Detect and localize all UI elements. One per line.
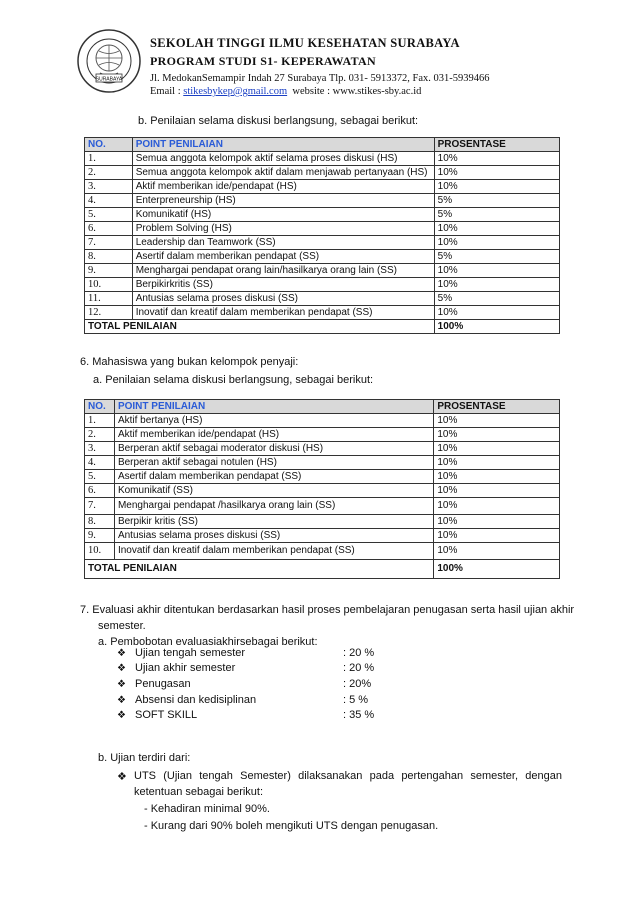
table-row <box>85 456 560 470</box>
table-row <box>85 250 560 264</box>
row-point: Inovatif dan kreatif dalam memberikan pendapat (SS) <box>114 543 433 560</box>
row-percentage: 10% <box>434 166 559 180</box>
weight-item <box>117 662 375 674</box>
assessment-table-non-presenter <box>84 399 560 579</box>
table-row <box>85 152 560 166</box>
weight-item <box>117 709 375 721</box>
row-number: 4. <box>85 194 133 208</box>
total-label: TOTAL PENILAIAN <box>85 320 435 334</box>
letterhead-text <box>150 36 490 97</box>
weight-item <box>117 694 369 706</box>
total-value: 100% <box>434 560 560 579</box>
row-number: 9. <box>85 264 133 278</box>
diamond-bullet-icon: ❖ <box>117 695 126 706</box>
row-percentage: 10% <box>434 529 560 543</box>
row-point: Inovatif dan kreatif dalam memberikan pendapat (SS) <box>132 306 434 320</box>
row-number: 10. <box>85 543 115 560</box>
weight-value: : 5 % <box>343 694 369 706</box>
table-row <box>85 470 560 484</box>
email-link[interactable]: stikesbykep@gmail.com <box>183 86 288 97</box>
row-point: Leadership dan Teamwork (SS) <box>132 236 434 250</box>
row-percentage: 10% <box>434 456 560 470</box>
letterhead <box>62 28 582 98</box>
table-row <box>85 529 560 543</box>
row-percentage: 5% <box>434 208 559 222</box>
row-number: 6. <box>85 222 133 236</box>
row-point: Aktif bertanya (HS) <box>114 414 433 428</box>
row-number: 7. <box>85 498 115 515</box>
row-point: Aktif memberikan ide/pendapat (HS) <box>114 428 433 442</box>
section-b-intro: b. Penilaian selama diskusi berlangsung, sebagai berikut: <box>138 115 419 127</box>
program-name: PROGRAM STUDI S1- KEPERAWATAN <box>150 54 376 68</box>
row-point: Semua anggota kelompok aktif selama proses diskusi (HS) <box>132 152 434 166</box>
row-number: 5. <box>85 208 133 222</box>
row-point: Berperan aktif sebagai notulen (HS) <box>114 456 433 470</box>
row-number: 1. <box>85 414 115 428</box>
table-row <box>85 278 560 292</box>
table-row <box>85 306 560 320</box>
row-percentage: 10% <box>434 543 560 560</box>
weight-value: : 20 % <box>343 647 375 659</box>
table-header-row <box>85 400 560 414</box>
row-number: 8. <box>85 250 133 264</box>
row-point: Aktif memberikan ide/pendapat (HS) <box>132 180 434 194</box>
diamond-bullet-icon: ❖ <box>117 648 126 659</box>
email-label: Email : <box>150 86 181 97</box>
row-point: Komunikatif (SS) <box>114 484 433 498</box>
website: website : www.stikes-sby.ac.id <box>292 86 422 97</box>
table-row <box>85 414 560 428</box>
table-row <box>85 264 560 278</box>
row-percentage: 10% <box>434 484 560 498</box>
row-number: 1. <box>85 152 133 166</box>
row-percentage: 10% <box>434 515 560 529</box>
weight-value: : 20% <box>343 678 372 690</box>
row-percentage: 10% <box>434 428 560 442</box>
row-number: 9. <box>85 529 115 543</box>
row-point: Semua anggota kelompok aktif dalam menjawab pertanyaan (HS) <box>132 166 434 180</box>
weight-label: Ujian tengah semester <box>135 647 246 659</box>
assessment-table-presenter <box>84 137 560 334</box>
contact-line <box>150 86 490 97</box>
header-no: NO. <box>85 138 133 152</box>
total-row <box>85 560 560 579</box>
table-row <box>85 543 560 560</box>
row-point: Berpikirkritis (SS) <box>132 278 434 292</box>
row-point: Problem Solving (HS) <box>132 222 434 236</box>
row-point: Menghargai pendapat orang lain/hasilkarya orang lain (SS) <box>132 264 434 278</box>
item-7a: a. Pembobotan evaluasiakhirsebagai berikut: <box>98 636 318 648</box>
table-row <box>85 292 560 306</box>
item-7-line1: 7. Evaluasi akhir ditentukan berdasarkan hasil proses pembelajaran penugasan serta hasil ujian akhir <box>80 604 575 616</box>
row-percentage: 5% <box>434 194 559 208</box>
weight-value: : 20 % <box>343 662 375 674</box>
table-row <box>85 442 560 456</box>
row-percentage: 10% <box>434 264 559 278</box>
row-number: 10. <box>85 278 133 292</box>
row-number: 11. <box>85 292 133 306</box>
item-6a: a. Penilaian selama diskusi berlangsung, sebagai berikut: <box>93 374 374 386</box>
table-header-row <box>85 138 560 152</box>
row-percentage: 10% <box>434 222 559 236</box>
weight-label: Absensi dan kedisiplinan <box>135 694 257 706</box>
header-no: NO. <box>85 400 115 414</box>
row-number: 3. <box>85 442 115 456</box>
header-point: POINT PENILAIAN <box>132 138 434 152</box>
row-number: 8. <box>85 515 115 529</box>
row-number: 7. <box>85 236 133 250</box>
row-number: 2. <box>85 166 133 180</box>
table-row <box>85 194 560 208</box>
row-number: 4. <box>85 456 115 470</box>
uts-condition-1: - Kehadiran minimal 90%. <box>144 803 270 815</box>
uts-bullet-icon: ❖ <box>117 771 127 783</box>
table-row <box>85 180 560 194</box>
row-number: 2. <box>85 428 115 442</box>
weight-value: : 35 % <box>343 709 375 721</box>
row-point: Berperan aktif sebagai moderator diskusi (HS) <box>114 442 433 456</box>
item-6-heading: 6. Mahasiswa yang bukan kelompok penyaji: <box>80 356 299 368</box>
logo-text: SURABAYA <box>95 76 123 83</box>
row-number: 6. <box>85 484 115 498</box>
row-percentage: 10% <box>434 414 560 428</box>
row-percentage: 10% <box>434 180 559 194</box>
diamond-bullet-icon: ❖ <box>117 710 126 721</box>
uts-condition-2: - Kurang dari 90% boleh mengikuti UTS dengan penugasan. <box>144 820 439 832</box>
table-row <box>85 236 560 250</box>
row-percentage: 10% <box>434 236 559 250</box>
row-percentage: 5% <box>434 292 559 306</box>
total-row <box>85 320 560 334</box>
row-percentage: 10% <box>434 470 560 484</box>
item-7b: b. Ujian terdiri dari: <box>98 752 191 764</box>
weight-label: Ujian akhir semester <box>135 662 236 674</box>
row-point: Enterpreneurship (HS) <box>132 194 434 208</box>
row-point: Antusias selama proses diskusi (SS) <box>114 529 433 543</box>
table-row <box>85 222 560 236</box>
uts-line1: UTS (Ujian tengah Semester) dilaksanakan pada pertengahan semester, dengan <box>134 770 562 782</box>
table-row <box>85 498 560 515</box>
table-row <box>85 166 560 180</box>
header-percentage: PROSENTASE <box>434 138 559 152</box>
row-number: 3. <box>85 180 133 194</box>
weight-item <box>117 647 375 659</box>
row-point: Antusias selama proses diskusi (SS) <box>132 292 434 306</box>
row-number: 5. <box>85 470 115 484</box>
diamond-bullet-icon: ❖ <box>117 679 126 690</box>
institution-name: SEKOLAH TINGGI ILMU KESEHATAN SURABAYA <box>150 36 460 50</box>
row-percentage: 5% <box>434 250 559 264</box>
row-point: Menghargai pendapat /hasilkarya orang lain (SS) <box>114 498 433 515</box>
uts-line2: ketentuan sebagai berikut: <box>134 786 264 798</box>
weight-label: SOFT SKILL <box>135 709 198 721</box>
row-percentage: 10% <box>434 152 559 166</box>
header-point: POINT PENILAIAN <box>114 400 433 414</box>
total-value: 100% <box>434 320 559 334</box>
row-point: Berpikir kritis (SS) <box>114 515 433 529</box>
diamond-bullet-icon: ❖ <box>117 663 126 674</box>
row-number: 12. <box>85 306 133 320</box>
table-row <box>85 428 560 442</box>
row-percentage: 10% <box>434 442 560 456</box>
total-label: TOTAL PENILAIAN <box>85 560 434 579</box>
weight-item <box>117 678 372 690</box>
weight-label: Penugasan <box>135 678 191 690</box>
item-7-line2: semester. <box>98 620 146 632</box>
table-row <box>85 515 560 529</box>
row-point: Komunikatif (HS) <box>132 208 434 222</box>
address: Jl. MedokanSemampir Indah 27 Surabaya Tlp. 031- 5913372, Fax. 031-5939466 <box>150 73 490 84</box>
row-percentage: 10% <box>434 498 560 515</box>
institution-logo-icon <box>76 28 142 94</box>
row-percentage: 10% <box>434 306 559 320</box>
row-point: Asertif dalam memberikan pendapat (SS) <box>132 250 434 264</box>
row-point: Asertif dalam memberikan pendapat (SS) <box>114 470 433 484</box>
header-percentage: PROSENTASE <box>434 400 560 414</box>
row-percentage: 10% <box>434 278 559 292</box>
table-row <box>85 484 560 498</box>
table-row <box>85 208 560 222</box>
